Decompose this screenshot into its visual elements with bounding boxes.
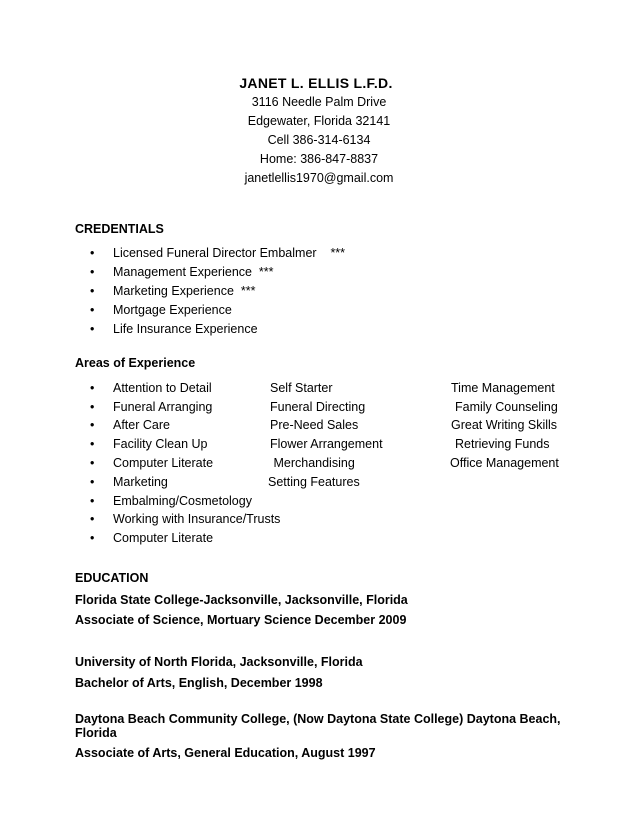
skill-item-col3: Retrieving Funds [455, 437, 550, 451]
bullet-icon: • [90, 456, 95, 470]
skill-item-col2: Funeral Directing [270, 400, 366, 414]
degree: Associate of Science, Mortuary Science December 2009 [75, 613, 407, 627]
school-name: Florida State College-Jacksonville, Jacksonville, Florida [75, 593, 408, 607]
bullet-icon: • [90, 284, 95, 298]
school-name: Daytona Beach Community College, (Now Daytona State College) Daytona Beach, [75, 712, 561, 726]
bullet-icon: • [90, 475, 95, 489]
skill-item-col3: Great Writing Skills [451, 418, 558, 432]
degree: Bachelor of Arts, English, December 1998 [75, 676, 323, 690]
education-heading: EDUCATION [75, 571, 149, 585]
skill-item-col3: Time Management [451, 381, 555, 395]
skill-item-col3: Office Management [450, 456, 559, 470]
skill-item-col2: Setting Features [268, 475, 360, 489]
applicant-name: JANET L. ELLIS L.F.D. [239, 75, 393, 91]
skill-item-col2: Self Starter [270, 381, 333, 395]
bullet-icon: • [90, 265, 95, 279]
cell-phone: Cell 386-314-6134 [267, 133, 371, 147]
bullet-icon: • [90, 381, 95, 395]
bullet-icon: • [90, 418, 95, 432]
resume-page: JANET L. ELLIS L.F.D. 3116 Needle Palm Drive Edgewater, Florida 32141 Cell 386-314-6134 Home: 386-847-8837 janetlellis1970@gmail.com CREDENTIALS • Licensed Funeral Director Embalmer *** • Management Experience *** • Marketing Experience *** • Mortgage Experience • Life Insurance Experience Areas of Experience • Attention to Detail • Funeral Arranging • After Care • Facility Clean Up • Computer Literate • Marketing • Embalming/Cosmetology • Working with Insurance/Trusts • Computer Literate Self Starter Funeral Directing Pre-Need Sales Flower Arrangement Merchandising Setting Features Time Management Family Counseling Great Writing Skills Retrieving Funds Office Management EDUCATION Florida State College-Jacksonville, Jacksonville, Florida Associate of Science, Mortuary Science December 2009 University of North Florida, Jacksonville, Florida Bachelor of Arts, English, December 1998 Daytona Beach Community College, (Now Daytona State College) Daytona Beach, Florida Associate of Arts, General Education, August 1997 [0, 0, 638, 826]
address-line-1: 3116 Needle Palm Drive [251, 95, 387, 109]
bullet-icon: • [90, 437, 95, 451]
bullet-icon: • [90, 494, 95, 508]
bullet-icon: • [90, 246, 95, 260]
school-name-continued: Florida [75, 726, 117, 740]
skill-item-col2: Pre-Need Sales [270, 418, 359, 432]
areas-heading: Areas of Experience [75, 356, 196, 370]
bullet-icon: • [90, 303, 95, 317]
credentials-heading: CREDENTIALS [75, 222, 164, 236]
bullet-icon: • [90, 512, 95, 526]
contact-header [0, 73, 638, 188]
skill-item-col3: Family Counseling [455, 400, 558, 414]
home-phone: Home: 386-847-8837 [259, 152, 379, 166]
bullet-icon: • [90, 531, 95, 545]
bullet-icon: • [90, 400, 95, 414]
skill-item-col2: Flower Arrangement [270, 437, 383, 451]
address-line-2: Edgewater, Florida 32141 [247, 114, 391, 128]
degree: Associate of Arts, General Education, August 1997 [75, 746, 376, 760]
skill-item-col2: Merchandising [270, 456, 355, 470]
bullet-icon: • [90, 322, 95, 336]
school-name: University of North Florida, Jacksonville, Florida [75, 655, 363, 669]
email-address: janetlellis1970@gmail.com [244, 171, 394, 185]
